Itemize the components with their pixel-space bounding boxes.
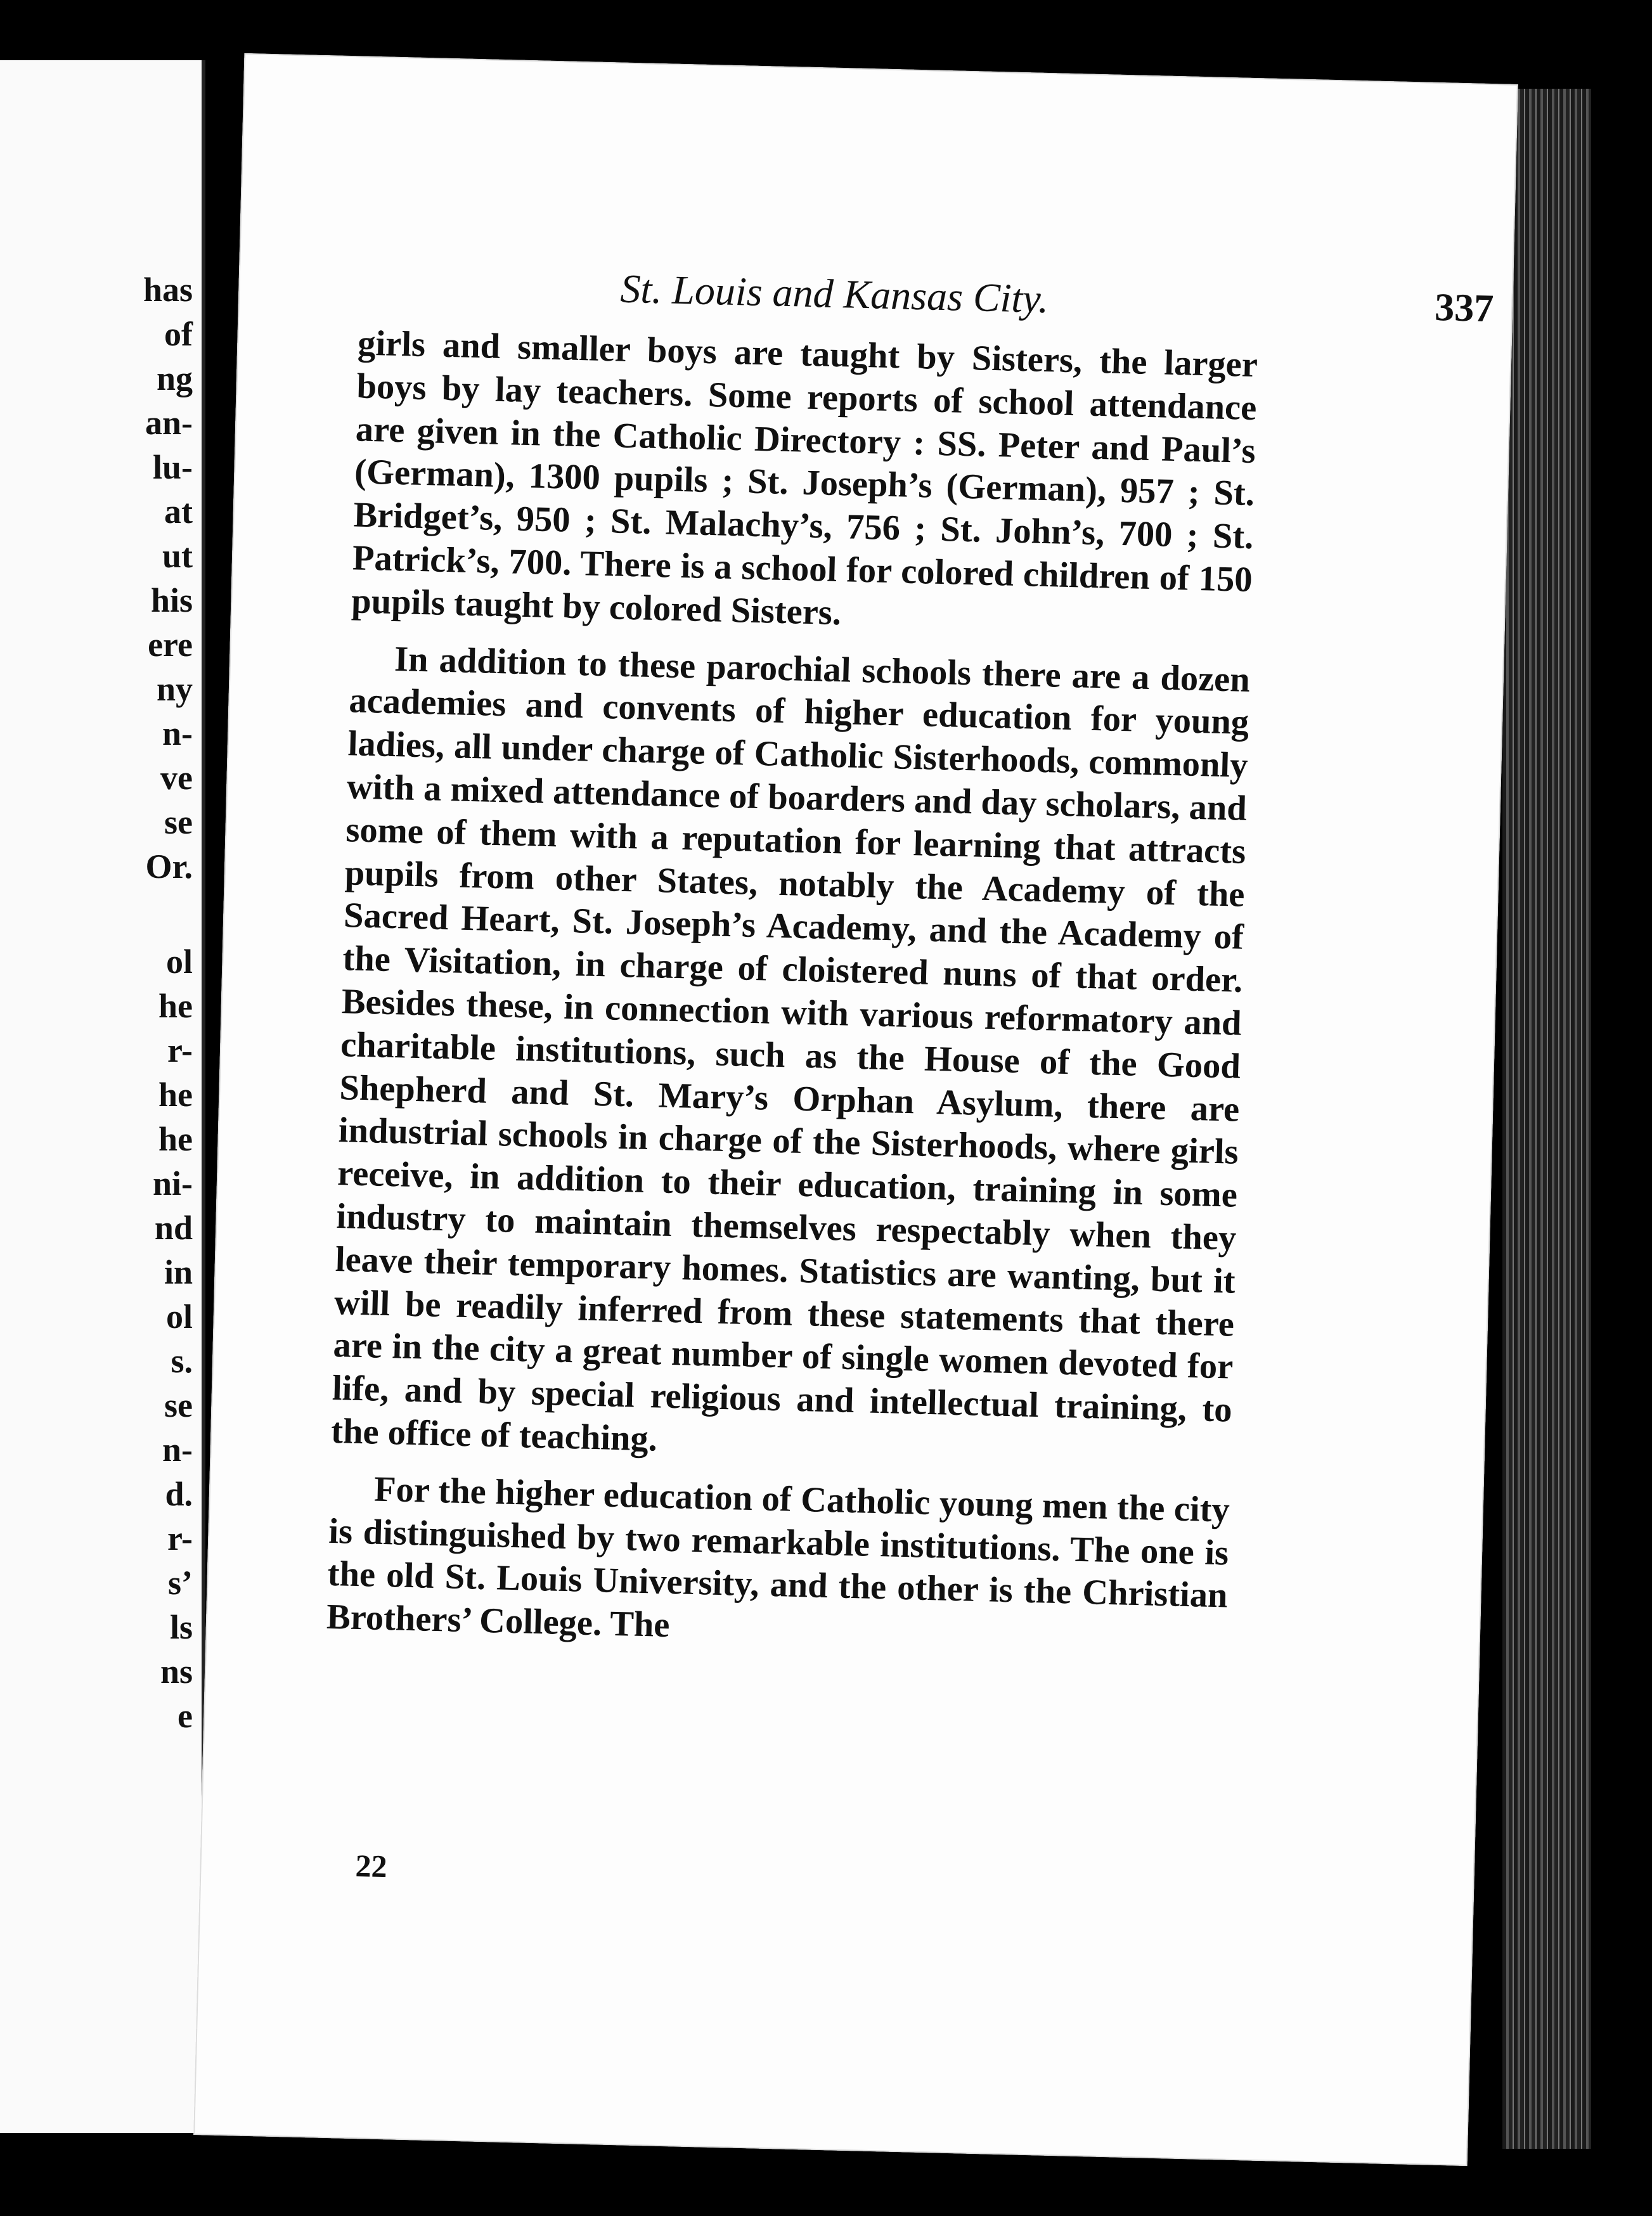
facing-page-fragment: r- [167,1031,193,1069]
facing-page-fragment: his [150,581,193,619]
facing-page-fragment: ns [160,1652,193,1691]
facing-page [0,60,205,2133]
facing-page-fragment: se [164,1386,193,1424]
facing-page-fragment: he [158,1120,193,1158]
facing-page-fragment: in [164,1253,193,1291]
facing-page-fragment: n- [162,1431,193,1469]
body-text [326,322,1258,1675]
facing-page-fragment: he [158,1076,193,1114]
paragraph: For the higher education of Catholic young men the city is distinguished by two remarkable institutions. The one is the old St. Louis University, and the other is the Christian Brothers’ College. The [326,1469,1230,1646]
facing-page-fragment: an- [145,404,193,442]
facing-page-fragment: of [164,315,193,353]
paragraph: girls and smaller boys are taught by Sisters, the larger boys by lay teachers. Some reports of school attendance are given in the Catholic Directory : SS. Peter and Paul’s (German), 1300 pupils ; St. Joseph’s (German), 957 ; St. Bridget’s, 950 ; St. Malachy’s, 756 ; St. John’s, 700 ; St. Patrick’s, 700. There is a school for colored children of 150 pupils taught by colored Sisters. [351,323,1258,633]
facing-page-fragment: lu- [152,448,193,486]
running-head [360,259,1494,331]
facing-page-fragment: Or. [145,847,193,886]
facing-page-fragment: ol [165,943,193,981]
facing-page-fragment: ls [169,1608,193,1646]
facing-page-fragment: n- [162,714,193,752]
facing-page-fragment: s. [171,1342,193,1380]
running-title: St. Louis and Kansas City. [619,266,1050,322]
facing-page-fragment: ny [156,670,193,708]
facing-page-fragment: se [164,803,193,841]
facing-page-fragment: e [177,1697,193,1735]
book-page [193,53,1518,2166]
facing-page-fragment: d. [165,1475,193,1513]
page-number: 337 [1434,285,1494,331]
facing-page-fragment: at [164,493,193,531]
signature-mark: 22 [354,1848,388,1884]
facing-page-fragment: ni- [152,1164,193,1202]
facing-page-fragment: ve [160,759,193,797]
facing-page-fragment: ut [162,537,193,575]
facing-page-fragment: s’ [168,1564,193,1602]
facing-page-fragment: nd [154,1209,193,1247]
facing-page-fragment: ere [148,626,193,664]
facing-page-fragment: ol [165,1298,193,1336]
facing-page-fragment: r- [167,1519,193,1557]
facing-page-fragment: has [143,271,193,309]
facing-page-fragment: he [158,987,193,1025]
paragraph: In addition to these parochial schools there are a dozen academies and convents of higher education for young ladies, all under charge of Catholic Sisterhoods, commonly with a mixed attendance of boarders and day scholars, and some of them with a reputation for learning that attracts pupils from other States, notably the Academy of the Sacred Heart, St. Joseph’s Academy, and the Academy of the Visitation, in charge of cloistered nuns of that order. Besides these, in connection with various reformatory and charitable institutions, such as the House of the Good Shepherd and St. Mary’s Orphan Asylum, there are industrial schools in charge of the Sisterhoods, where girls receive, in addition to their education, training in some industry to maintain themselves respectably when they leave their temporary homes. Statistics are wanting, but it will be readily inferred from these statements that there are in the city a great number of single women devoted for life, and by special religious and intellectual training, to the office of teaching. [330,639,1251,1459]
page-edges [1502,89,1591,2149]
facing-page-fragment: ng [156,359,193,397]
